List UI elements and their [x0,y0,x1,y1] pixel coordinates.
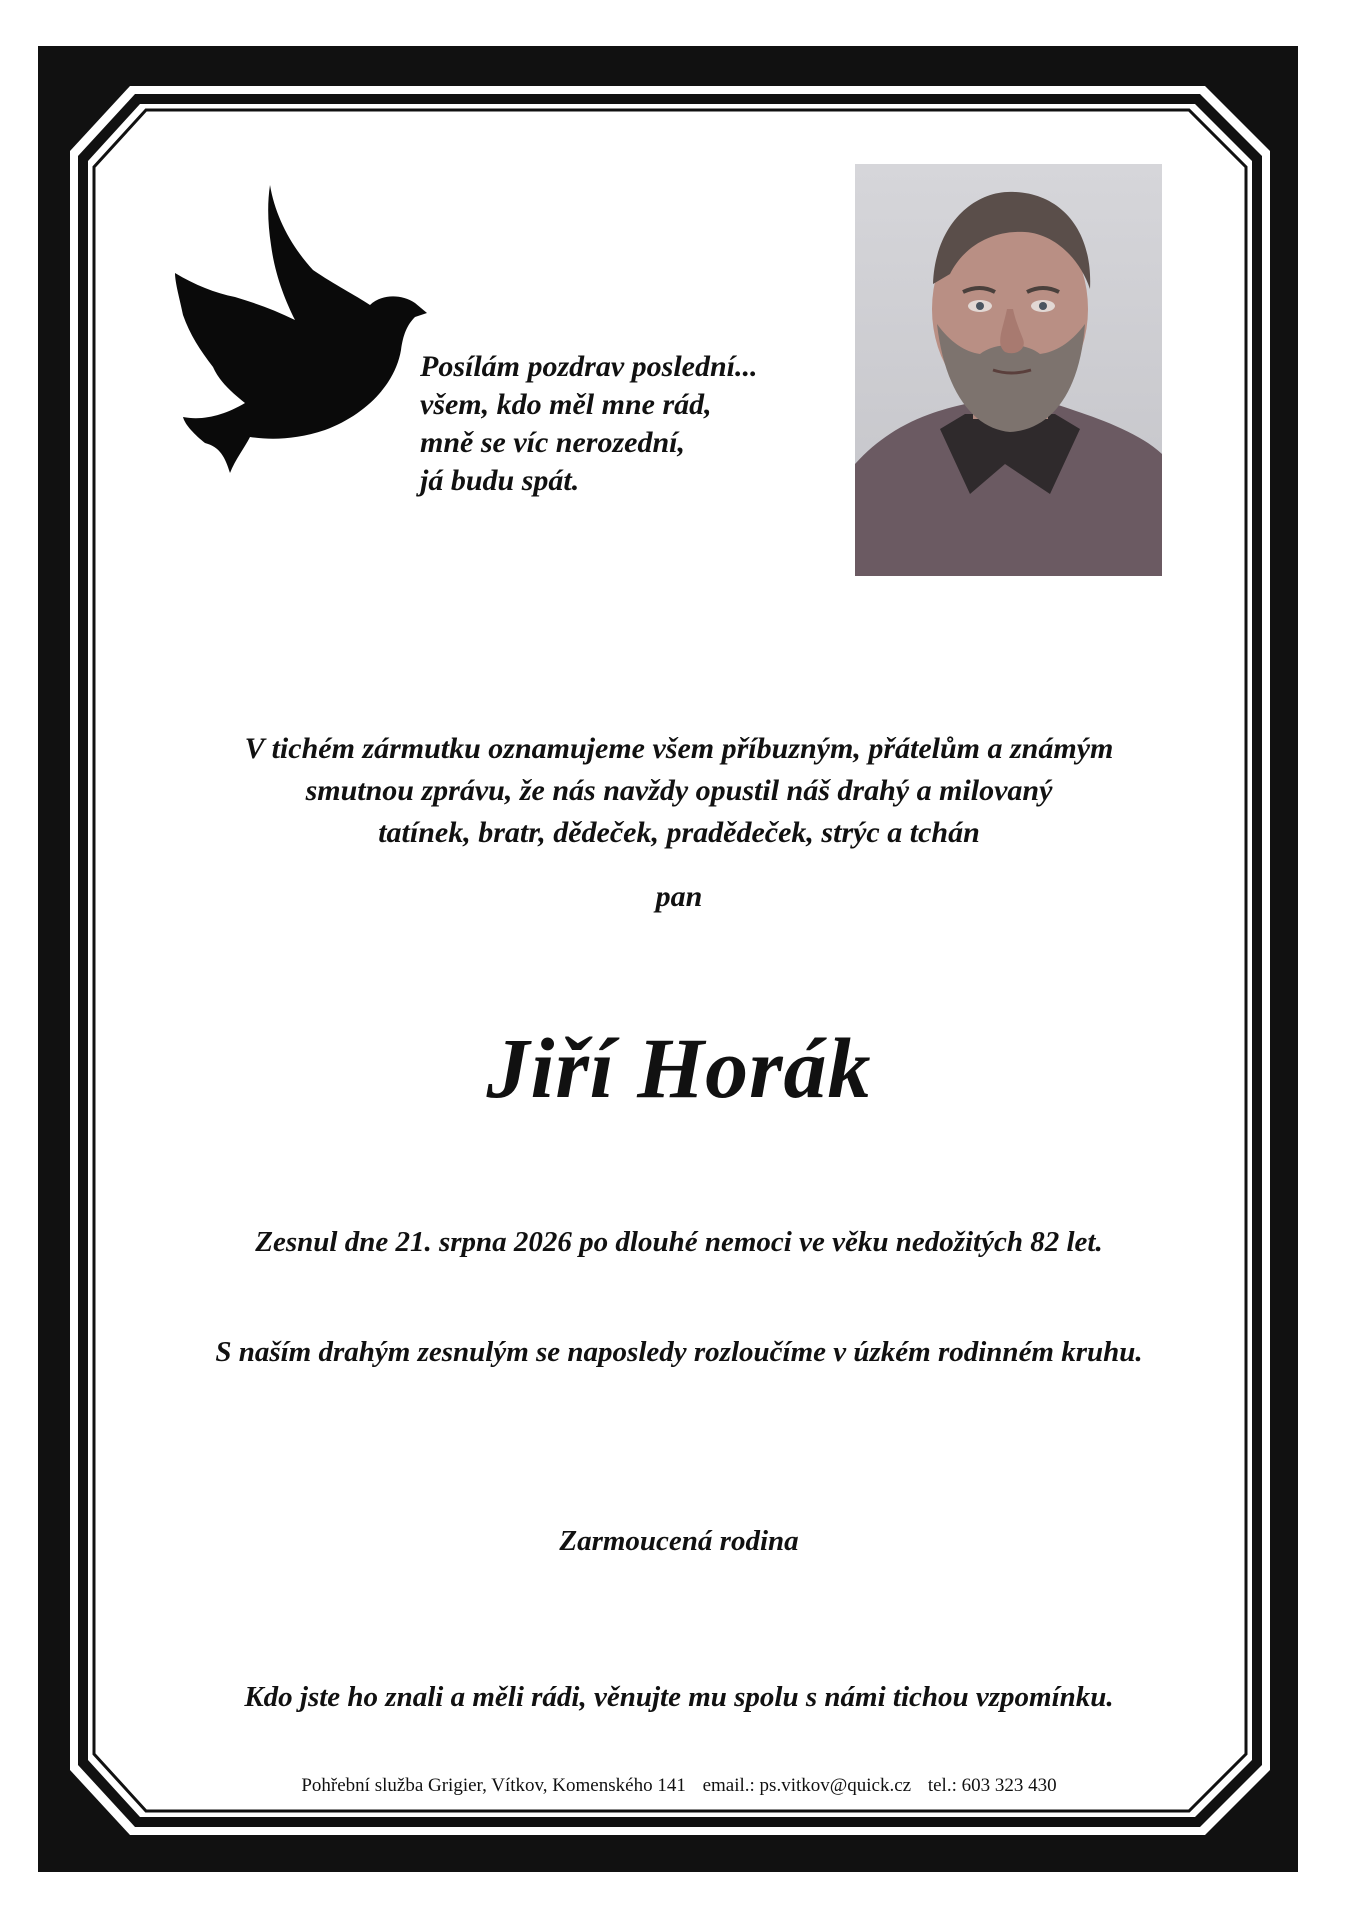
announcement [0,728,1358,854]
poem [420,348,860,500]
funeral-service: Pohřební služba Grigier, Vítkov, Komenského 141 [301,1775,686,1796]
announcement-line: smutnou zprávu, že nás navždy opustil náš drahý a milovaný [305,774,1053,807]
dove-icon [175,185,430,475]
salutation: pan [655,880,703,913]
email-link[interactable]: email.: ps.vitkov@quick.cz [702,1775,912,1796]
poem-line: já budu spát. [420,464,580,497]
portrait-photo [855,164,1162,576]
poem-line: mně se víc nerozední, [420,426,685,459]
farewell-notice: S naším drahým zesnulým se naposledy rozloučíme v úzkém rodinném kruhu. [215,1336,1143,1368]
poem-line: Posílám pozdrav poslední... [420,350,758,383]
death-info: Zesnul dne 21. srpna 2026 po dlouhé nemoci ve věku nedožitých 82 let. [255,1226,1103,1258]
footer [0,1775,1358,1797]
deceased-name: Jiří Horák [486,1020,872,1116]
family-signature: Zarmoucená rodina [559,1525,799,1557]
announcement-line: V tichém zármutku oznamujeme všem příbuzným, přátelům a známým [244,732,1114,765]
announcement-line: tatínek, bratr, dědeček, pradědeček, strýc a tchán [378,816,980,849]
poem-line: všem, kdo měl mne rád, [420,388,712,421]
closing-message: Kdo jste ho znali a měli rádi, věnujte mu spolu s námi tichou vzpomínku. [244,1681,1114,1713]
phone-number: tel.: 603 323 430 [927,1775,1057,1796]
